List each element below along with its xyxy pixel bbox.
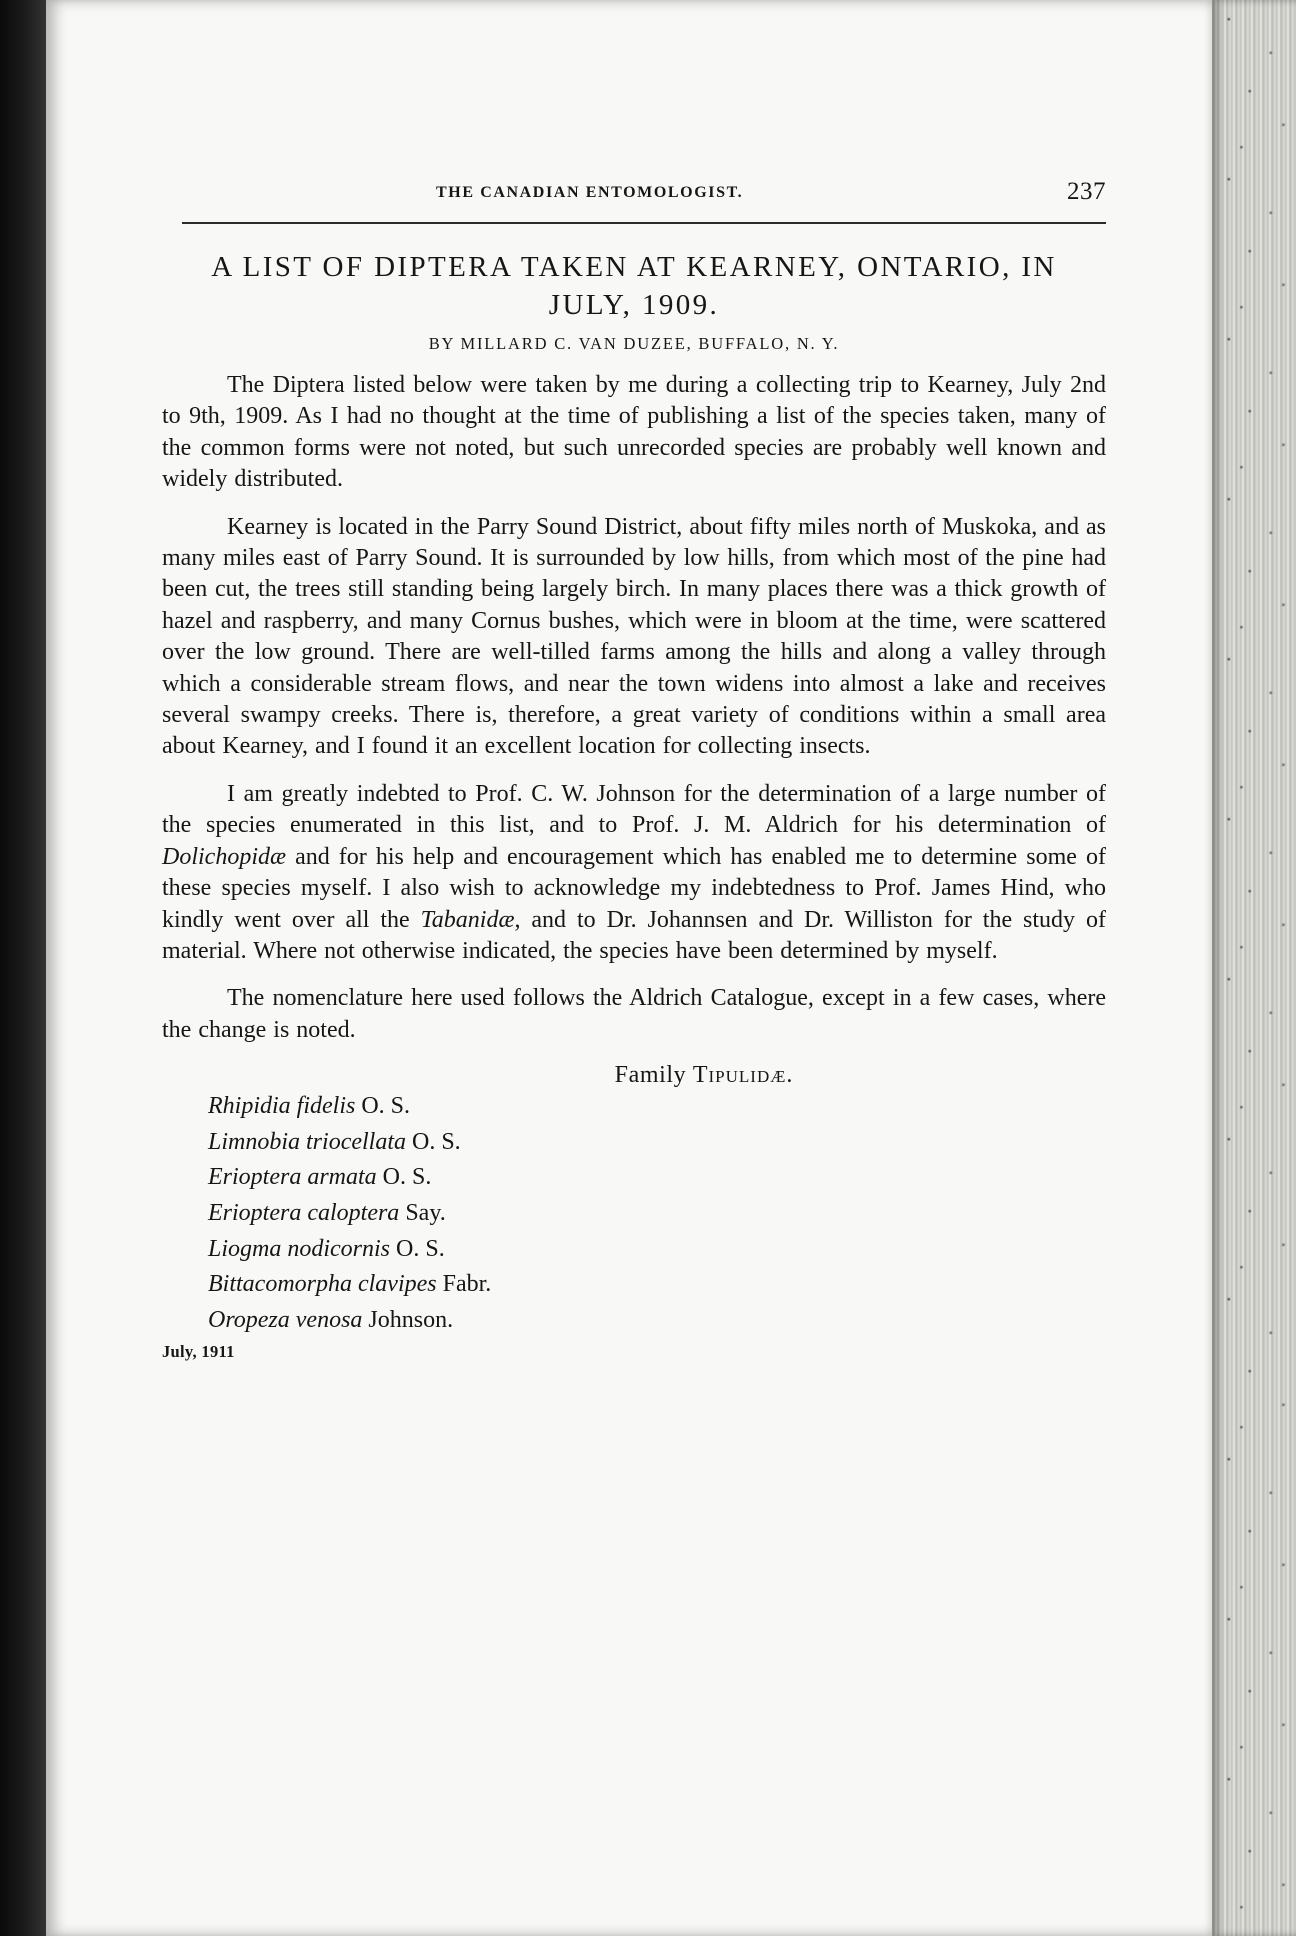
species-item <box>208 1196 1106 1232</box>
ack-text-1: I am greatly indebted to Prof. C. W. Johnson for the determination of a large number of the species enumerated in this list, and to Prof. J. M. Aldrich for his determination of <box>162 780 1106 839</box>
taxon-dolichopidae: Dolichopidæ <box>162 843 286 870</box>
paragraph-acknowledgements <box>162 779 1106 967</box>
species-name: Bittacomorpha clavipes <box>208 1271 437 1298</box>
page-number: 237 <box>1067 178 1106 205</box>
species-authority: O. S. <box>396 1235 445 1262</box>
family-name: Tipulidæ. <box>692 1062 794 1089</box>
issue-date: July, 1911 <box>162 1342 235 1362</box>
species-authority: Say. <box>405 1199 446 1226</box>
species-list <box>162 1089 1106 1338</box>
article-title-line-1: A LIST OF DIPTERA TAKEN AT KEARNEY, ONTARIO, IN <box>211 251 1057 283</box>
species-name: Rhipidia fidelis <box>208 1093 356 1120</box>
article-title-line-2: JULY, 1909. <box>548 289 720 321</box>
species-name: Erioptera caloptera <box>208 1199 400 1226</box>
journal-page <box>46 0 1212 1936</box>
species-name: Oropeza venosa <box>208 1306 363 1333</box>
article <box>162 248 1106 1362</box>
species-item <box>208 1267 1106 1303</box>
family-prefix: Family <box>614 1062 687 1089</box>
species-item <box>208 1089 1106 1125</box>
species-authority: Fabr. <box>442 1271 492 1298</box>
species-item <box>208 1232 1106 1268</box>
page-stack-edge <box>1212 0 1296 1936</box>
book-binding-edge <box>0 0 52 1936</box>
taxon-tabanidae: Tabanidæ <box>420 906 515 933</box>
species-authority: Johnson. <box>368 1306 454 1333</box>
author-byline: BY MILLARD C. VAN DUZEE, BUFFALO, N. Y. <box>428 334 840 353</box>
running-head <box>182 178 1106 224</box>
ack-text-3: , and to Dr. Johannsen and Dr. Williston for the study of material. Where not otherwise indicated, the species have been determined by myself. <box>162 906 1106 964</box>
ack-text-2: and for his help and encouragement which has enabled me to determine some of these species myself. I also wish to acknowledge my indebtedness to Prof. James Hind, who kindly went over all the <box>162 843 1106 933</box>
species-name: Liogma nodicornis <box>208 1235 391 1262</box>
species-item <box>208 1125 1106 1161</box>
species-name: Limnobia triocellata <box>208 1128 406 1155</box>
species-item <box>208 1303 1106 1339</box>
species-authority: O. S. <box>412 1128 461 1155</box>
paragraph-nomenclature: The nomenclature here used follows the Aldrich Catalogue, except in a few cases, where the change is noted. <box>162 985 1106 1043</box>
paragraph-intro: The Diptera listed below were taken by me during a collecting trip to Kearney, July 2nd to 9th, 1909. As I had no thought at the time of publishing a list of the species taken, many of the common forms were not noted, but such unrecorded species are probably well known and widely distributed. <box>162 372 1106 493</box>
species-authority: O. S. <box>382 1164 432 1191</box>
species-authority: O. S. <box>361 1093 411 1120</box>
family-heading <box>162 1062 1106 1089</box>
paragraph-location: Kearney is located in the Parry Sound District, about fifty miles north of Muskoka, and as many miles east of Parry Sound. It is surrounded by low hills, from which most of the pine had been cut, the trees still standing being largely birch. In many places there was a thick growth of hazel and raspberry, and many Cornus bushes, which were in bloom at the time, were scattered over the low ground. There are well-tilled farms among the hills and along a valley through which a considerable stream flows, and near the town widens into almost a lake and receives several swampy creeks. There is, therefore, a great variety of conditions within a small area about Kearney, and I found it an excellent location for collecting insects. <box>162 513 1106 760</box>
journal-title: THE CANADIAN ENTOMOLOGIST. <box>436 184 744 201</box>
article-title <box>162 248 1106 324</box>
species-name: Erioptera armata <box>208 1164 377 1191</box>
species-item <box>208 1160 1106 1196</box>
